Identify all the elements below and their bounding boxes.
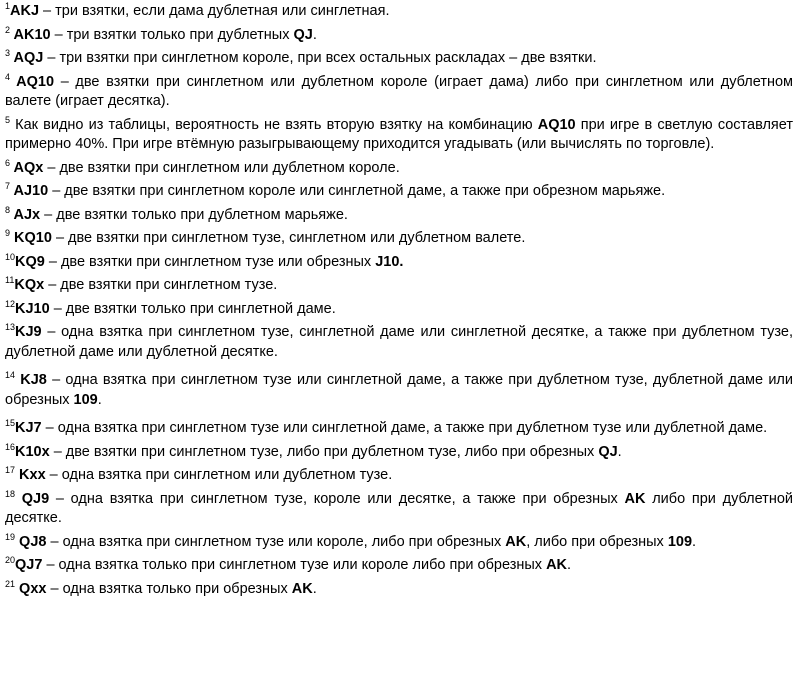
footnote-text: . bbox=[97, 391, 102, 408]
footnote-20 bbox=[5, 556, 793, 576]
card-combination: KJ10 bbox=[15, 300, 50, 317]
card-combination: QJ7 bbox=[15, 557, 43, 573]
footnote-number: 13 bbox=[5, 322, 16, 332]
footnote-text: – одна взятка при синглетном тузе или синглетной даме, а также при дублетном тузе, дублетной даме или обрезных bbox=[5, 372, 793, 408]
footnote-number: 18 bbox=[5, 488, 16, 499]
footnote-5 bbox=[5, 116, 793, 155]
footnote-number: 4 bbox=[5, 71, 11, 82]
footnote-text: при игре в светлую составляет примерно 40%. При игре втёмную разыгрывающему приходится угадывать (или вычислять по торговле). bbox=[5, 116, 793, 152]
footnote-text: . bbox=[312, 26, 317, 43]
footnote-number: 17 bbox=[5, 465, 16, 475]
footnote-number: 2 bbox=[5, 24, 11, 35]
footnote-17 bbox=[5, 466, 793, 486]
footnote-text: – две взятки при синглетном тузе или обрезных bbox=[44, 253, 376, 270]
footnote-number: 15 bbox=[5, 418, 16, 428]
footnote-number: 21 bbox=[5, 578, 16, 589]
footnote-text: – две взятки только при синглетной даме. bbox=[49, 300, 336, 317]
footnote-number: 20 bbox=[5, 555, 16, 565]
footnote-text: – одна взятка при синглетном тузе или синглетной даме, а также при дублетном тузе или дублетной даме. bbox=[41, 420, 768, 436]
footnote-9 bbox=[5, 229, 793, 249]
footnote-text: – одна взятка только при обрезных bbox=[46, 580, 292, 597]
footnote-16 bbox=[5, 443, 793, 463]
footnote-text: либо при дублетной десятке. bbox=[5, 490, 793, 526]
footnote-12 bbox=[5, 300, 793, 320]
footnote-number: 6 bbox=[5, 157, 11, 168]
footnotes-list bbox=[5, 2, 793, 599]
footnote-14 bbox=[5, 371, 793, 410]
footnote-19 bbox=[5, 533, 793, 553]
footnote-text: – одна взятка при синглетном или дублетном тузе. bbox=[45, 467, 393, 483]
footnote-text: – две взятки при синглетном тузе, синглетном или дублетном валете. bbox=[51, 230, 526, 246]
footnote-number: 1 bbox=[5, 1, 11, 11]
footnote-2 bbox=[5, 26, 793, 46]
footnote-text: – три взятки при синглетном короле, при всех остальных раскладах – две взятки. bbox=[43, 50, 597, 66]
footnote-text: – одна взятка при синглетном тузе или короле, либо при обрезных bbox=[46, 533, 506, 550]
footnote-text: – две взятки при синглетном или дублетном короле (играет дама) либо при синглетном или дублетном валете (играет десятка). bbox=[5, 73, 794, 109]
card-combination: AK bbox=[624, 490, 646, 507]
footnote-number: 7 bbox=[5, 181, 11, 191]
card-combination: QJ bbox=[598, 443, 618, 460]
footnote-text: – две взятки при синглетном короле или синглетной даме, а также при обрезном марьяже. bbox=[48, 183, 666, 199]
card-combination: KJ9 bbox=[15, 324, 42, 340]
footnote-text: – две взятки при синглетном тузе. bbox=[44, 277, 278, 293]
footnote-number: 5 bbox=[5, 114, 11, 125]
card-combination: AJx bbox=[10, 206, 41, 223]
footnote-text: . bbox=[312, 580, 317, 597]
card-combination: J10. bbox=[375, 253, 404, 270]
footnote-number: 16 bbox=[5, 441, 16, 452]
footnote-4 bbox=[5, 73, 793, 112]
card-combination: KQx bbox=[14, 277, 45, 293]
card-combination: QJ bbox=[293, 26, 313, 43]
footnote-number: 10 bbox=[5, 251, 16, 262]
card-combination: KJ8 bbox=[15, 372, 47, 388]
card-combination: KQ10 bbox=[10, 230, 52, 246]
footnote-text: – две взятки при синглетном или дублетном короле. bbox=[43, 159, 400, 176]
card-combination: AK10 bbox=[10, 26, 51, 43]
card-combination: AK bbox=[546, 557, 568, 573]
footnote-8 bbox=[5, 206, 793, 226]
footnote-text: . bbox=[617, 443, 622, 460]
card-combination: AQx bbox=[10, 159, 44, 176]
footnote-13 bbox=[5, 323, 793, 362]
footnote-number: 12 bbox=[5, 298, 16, 309]
footnote-text: – одна взятка при синглетном тузе, синглетной даме или синглетной десятке, а также при дублетном тузе, дублетной даме или дублетной десятке. bbox=[5, 324, 793, 360]
footnote-number: 14 bbox=[5, 370, 16, 380]
card-combination: AKJ bbox=[10, 3, 40, 19]
card-combination: KQ9 bbox=[15, 253, 45, 270]
footnote-text: – одна взятка только при синглетном тузе или короле либо при обрезных bbox=[42, 557, 547, 573]
card-combination: 109 bbox=[73, 391, 98, 408]
card-combination: AK bbox=[291, 580, 313, 597]
card-combination: AQJ bbox=[10, 50, 44, 66]
footnote-number: 19 bbox=[5, 531, 16, 542]
footnote-text: , либо при обрезных bbox=[526, 533, 668, 550]
footnote-number: 8 bbox=[5, 204, 11, 215]
footnote-text: – две взятки только при дублетном марьяже. bbox=[40, 206, 348, 223]
footnote-text: – три взятки, если дама дублетная или синглетная. bbox=[39, 3, 390, 19]
footnote-11 bbox=[5, 276, 793, 296]
card-combination: QJ9 bbox=[15, 490, 50, 507]
card-combination: KJ7 bbox=[15, 420, 42, 436]
card-combination: K10x bbox=[15, 443, 50, 460]
footnote-number: 9 bbox=[5, 228, 11, 238]
footnote-text: . bbox=[692, 533, 697, 550]
card-combination: AK bbox=[505, 533, 527, 550]
footnote-15 bbox=[5, 419, 793, 439]
card-combination: AQ10 bbox=[537, 116, 576, 133]
footnote-text: . bbox=[567, 557, 572, 573]
footnote-21 bbox=[5, 580, 793, 600]
card-combination: AJ10 bbox=[10, 183, 49, 199]
footnote-6 bbox=[5, 159, 793, 179]
footnote-10 bbox=[5, 253, 793, 273]
footnote-18 bbox=[5, 490, 793, 529]
footnote-3 bbox=[5, 49, 793, 69]
card-combination: 109 bbox=[667, 533, 693, 550]
footnote-number: 3 bbox=[5, 48, 11, 58]
footnote-7 bbox=[5, 182, 793, 202]
footnote-text: – три взятки только при дублетных bbox=[50, 26, 294, 43]
card-combination: AQ10 bbox=[10, 73, 55, 90]
footnote-text: – две взятки при синглетном тузе, либо при дублетном тузе, либо при обрезных bbox=[49, 443, 599, 460]
footnote-text: Как видно из таблицы, вероятность не взять вторую взятку на комбинацию bbox=[10, 116, 538, 133]
card-combination: Qxx bbox=[15, 580, 47, 597]
footnote-text: – одна взятка при синглетном тузе, короле или десятке, а также при обрезных bbox=[49, 490, 625, 507]
footnote-number: 11 bbox=[5, 275, 15, 285]
card-combination: Kxx bbox=[15, 467, 46, 483]
card-combination: QJ8 bbox=[15, 533, 47, 550]
footnote-1 bbox=[5, 2, 793, 22]
